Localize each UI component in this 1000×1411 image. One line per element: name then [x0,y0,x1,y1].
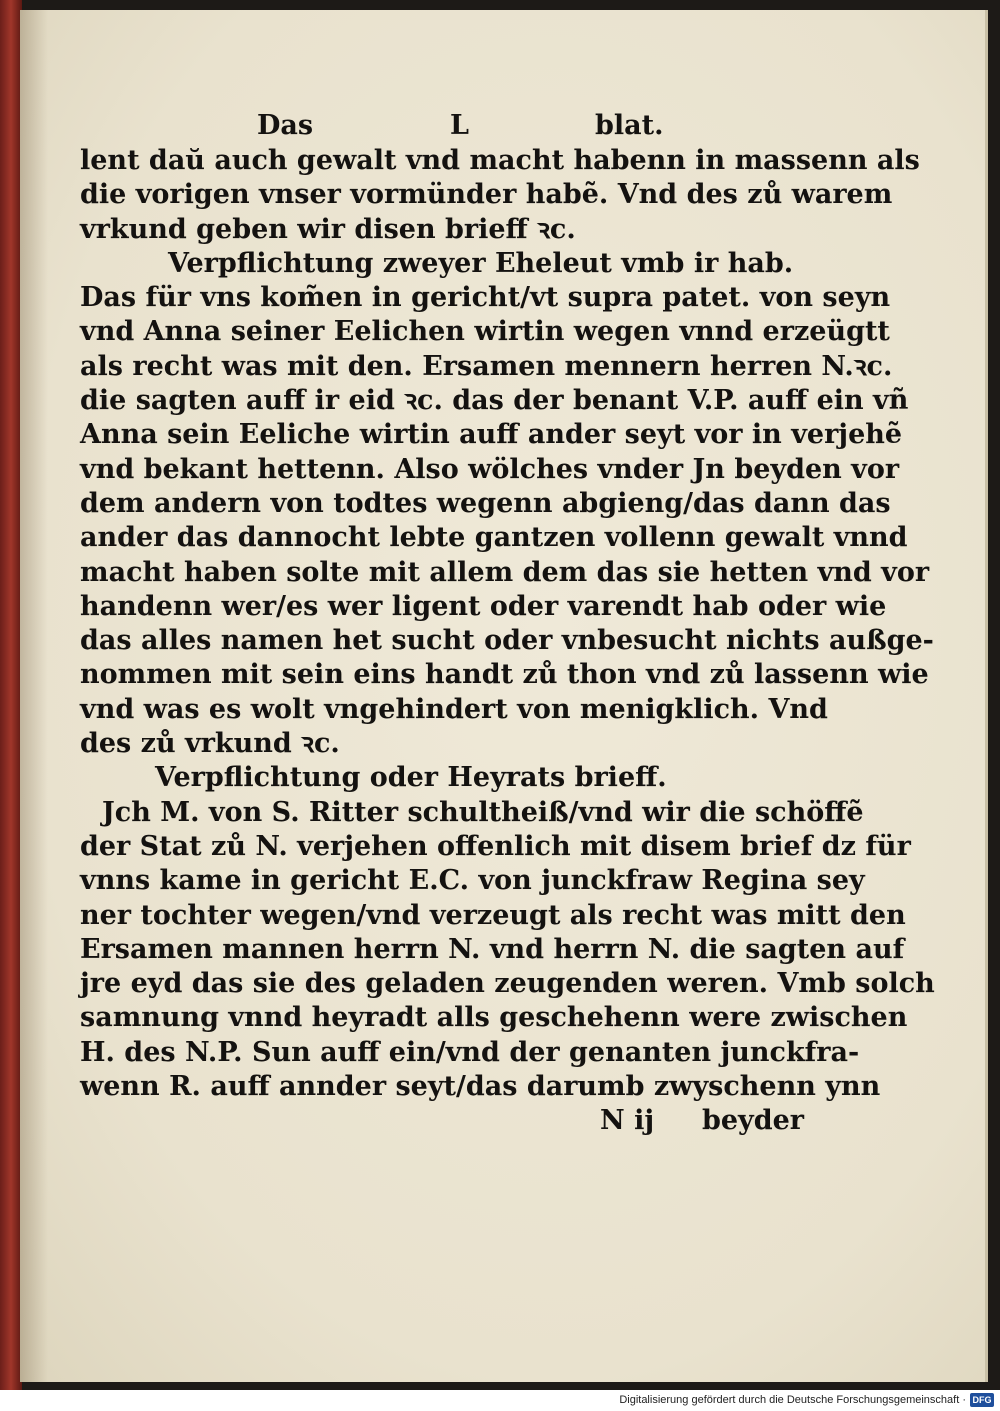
book-binding-edge [0,0,22,1390]
text-line: vnd was es wolt vngehindert von menigklich. Vnd [80,693,828,725]
text-line: die sagten auff ir eid ꝛc. das der benant V.P. auff ein vñ [80,385,909,417]
text-line: dem andern von todtes wegenn abgieng/das dann das [80,487,891,519]
digitization-footer [0,1390,1000,1411]
funding-credit: Digitalisierung gefördert durch die Deutsche Forschungsgemeinschaft · [619,1394,966,1406]
text-line: Ersamen mannen herrn N. vnd herrn N. die sagten auf [80,933,905,965]
text-line: nommen mit sein eins handt zů thon vnd zů lassenn wie [80,659,929,691]
running-head [80,108,840,144]
catchline [80,1104,840,1138]
text-line: jre eyd das sie des geladen zeugenden weren. Vmb solch [80,968,935,1000]
text-line: ner tochter wegen/vnd verzeugt als recht was mitt den [80,899,906,931]
text-line: als recht was mit den. Ersamen mennern herren N.ꝛc. [80,350,893,382]
dfg-logo: DFG [970,1393,994,1407]
signature-mark: N ij [600,1105,655,1137]
page-text-block [80,108,935,1139]
text-line: Das für vns kom̃en in gericht/vt supra patet. von seyn [80,282,891,314]
text-line: lent daŭ auch gewalt vnd macht habenn in massenn als [80,145,920,176]
section-heading: Verpflichtung zweyer Eheleut vmb ir hab. [168,247,794,279]
text-line: Jch M. von S. Ritter schultheiß/vnd wir die schöffẽ [102,796,864,828]
text-line: der Stat zů N. verjehen offenlich mit disem brief dz für [80,830,911,862]
text-line: Anna sein Eeliche wirtin auff ander seyt vor in verjehẽ [80,419,903,451]
folio-number: L [450,110,469,141]
running-head-left: Das [257,110,314,141]
text-line: vnd bekant hettenn. Also wölches vnder Jn beyden vor [80,453,900,485]
text-line: H. des N.P. Sun auff ein/vnd der genanten junckfra- [80,1036,860,1068]
text-line: des zů vrkund ꝛc. [80,728,340,760]
running-head-right: blat. [595,110,664,141]
text-line: samnung vnnd heyradt alls geschehenn were zwischen [80,1002,908,1034]
text-line: macht haben solte mit allem dem das sie hetten vnd vor [80,556,930,588]
text-line: die vorigen vnser vormünder habẽ. Vnd des zů warem [80,179,893,211]
text-line: ander das dannocht lebte gantzen vollenn gewalt vnnd [80,522,908,554]
text-line: das alles namen het sucht oder vnbesucht nichts außge- [80,625,934,657]
text-line: vrkund geben wir disen brieff ꝛc. [80,213,576,245]
text-line: vnd Anna seiner Eelichen wirtin wegen vnnd erzeügtt [80,316,890,348]
catchword: beyder [702,1105,805,1137]
text-line: handenn wer/es wer ligent oder varendt hab oder wie [80,590,887,622]
text-line: wenn R. auff annder seyt/das darumb zwyschenn ynn [80,1071,881,1103]
section-heading: Verpflichtung oder Heyrats brieff. [155,762,667,794]
text-line: vnns kame in gericht E.C. von junckfraw Regina sey [80,865,865,897]
book-page [20,10,988,1382]
